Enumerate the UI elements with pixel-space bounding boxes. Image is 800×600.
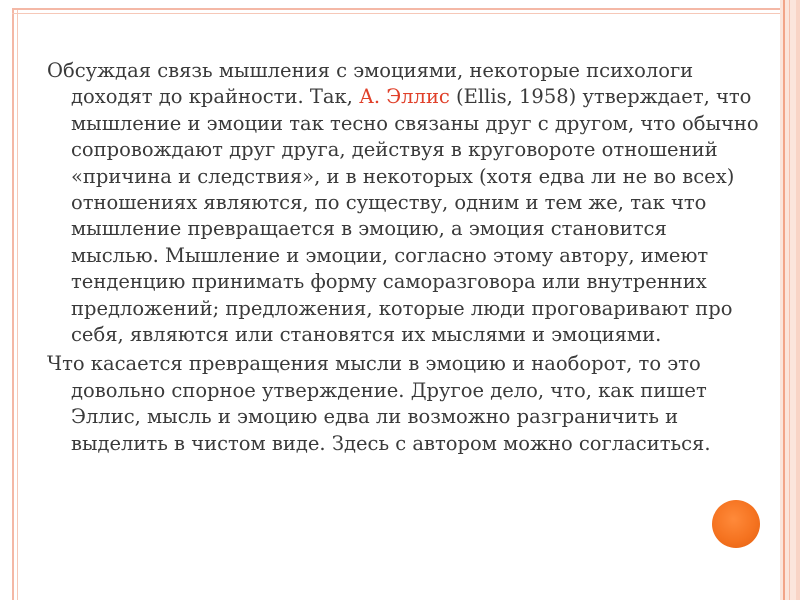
paragraph-commentary (47, 351, 759, 457)
paragraph-2-text: Что касается превращения мысли в эмоцию и наоборот, то это довольно спорное утверждение. Другое дело, что, как пишет Эллис, мысль и эмоцию едва ли возможно разграничить и выделить в чистом виде. Здесь с автором можно согласиться. (47, 352, 711, 455)
frame-left-outer-line (12, 8, 14, 600)
frame-right-inner-line (789, 0, 790, 600)
author-link-ellis[interactable]: А. Эллис (359, 85, 450, 109)
orange-circle-decoration (712, 500, 760, 548)
frame-right-edge (796, 0, 800, 600)
frame-right-outer-line (783, 0, 785, 600)
paragraph-1-lead-text: Обсуждая связь мышления с эмоциями, некоторые психологи доходят до крайности. Так, (47, 59, 694, 109)
frame-top-inner-line (12, 13, 785, 14)
frame-top-outer-line (12, 8, 785, 10)
paragraph-1-body-text: (Ellis, 1958) утверждает, что мышление и эмоции так тесно связаны друг с другом, что обычно сопровождают друг друга, действуя в круговороте отношений «причина и следствия», и в некоторых (хотя едва ли не во всех) отношениях являются, по существу, одним и тем же, так что мышление превращается в эмоцию, а эмоция становится мыслью. Мышление и эмоции, согласно этому автору, имеют тенденцию принимать форму саморазговора или внутренних предложений; предложения, которые люди проговаривают про себя, являются или становятся их мыслями и эмоциями. (71, 85, 759, 347)
frame-left-inner-line (17, 8, 18, 600)
slide-text-body (47, 58, 759, 460)
paragraph-ellis-claim (47, 58, 759, 348)
